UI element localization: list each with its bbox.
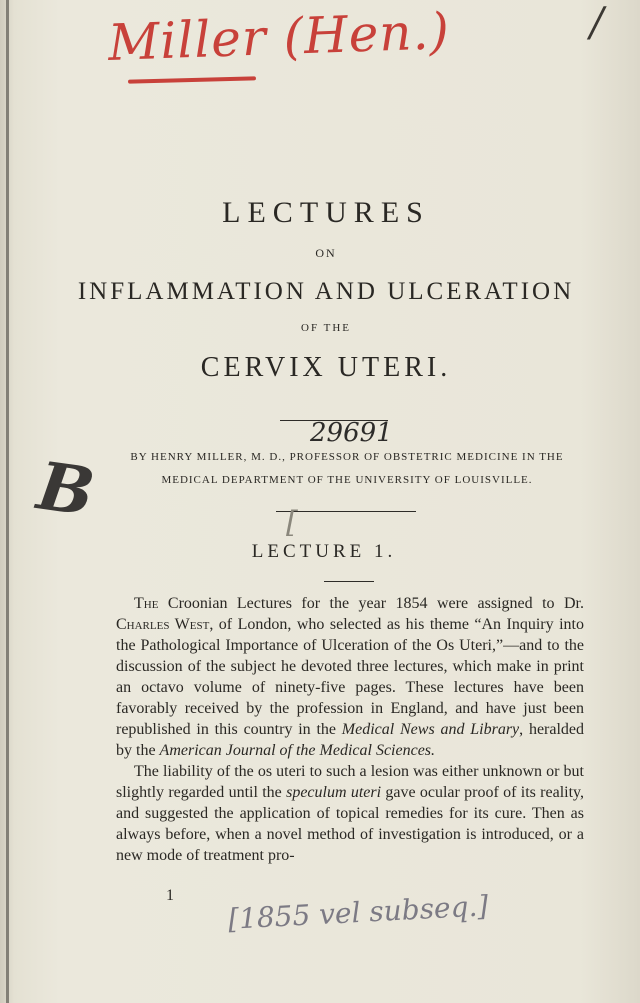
title-of-the: OF THE xyxy=(301,322,351,334)
binding-edge xyxy=(6,0,9,1003)
handwritten-title: Miller (Hen.) xyxy=(107,2,451,72)
p1-text-c: , heralded by the xyxy=(116,721,585,759)
title-on: ON xyxy=(315,246,337,260)
p1-publication-2: American Journal of the Medical Sciences. xyxy=(159,742,436,759)
paragraph-2 xyxy=(116,761,584,866)
byline-line-1: BY HENRY MILLER, M. D., PROFESSOR OF OBSTETRIC MEDICINE IN THE xyxy=(130,451,564,463)
page-number: 1 xyxy=(166,887,174,904)
handwritten-corner-mark: / xyxy=(590,0,604,46)
p1-publication-1: Medical News and Library xyxy=(341,721,520,738)
p1-text-b: , of London, who selected as his theme “An Inquiry into the Pathological Importance of Ulceration of the Os Uteri,”—and to the discussion of the subject he devoted three lectures, which make in print an octavo volume of ninety-five pages. These lectures have been favorably received by the profession in England, and have just been republished in this country in the xyxy=(116,616,585,738)
lecture-heading: LECTURE 1. xyxy=(251,541,397,562)
p1-text-a: Croonian Lectures for the year 1854 were assigned to Dr. xyxy=(158,595,584,612)
p2-text-b: gave ocular proof of its reality, and suggested the application of topical remedies for its cure. Then as always before, when a novel method of investigation is introduced, or a new mode of treatment pro- xyxy=(116,784,585,864)
handwritten-underline xyxy=(128,76,256,83)
p1-lead-word: The xyxy=(134,595,159,612)
lecture-rule xyxy=(324,581,374,582)
handwritten-bracket-mark: [ xyxy=(286,505,298,540)
show-through-text xyxy=(98,96,568,206)
title-main: INFLAMMATION AND ULCERATION xyxy=(77,278,575,305)
title-subject: CERVIX UTERI. xyxy=(200,352,452,383)
handwritten-bottom-note: [1855 vel subseq.] xyxy=(227,889,490,936)
byline-line-2: MEDICAL DEPARTMENT OF THE UNIVERSITY OF LOUISVILLE. xyxy=(161,474,533,486)
handwritten-catalog-number: 29691 xyxy=(310,418,393,448)
p2-text-a: The liability of the os uteri to such a lesion was either unknown or but slightly regarded until the xyxy=(116,763,584,801)
p1-author-name: Charles West xyxy=(116,616,210,633)
body-text xyxy=(116,593,584,866)
handwritten-side-mark: B xyxy=(32,446,99,532)
p2-term: speculum uteri xyxy=(286,784,382,801)
author-byline xyxy=(112,446,582,492)
title-lectures: LECTURES xyxy=(222,196,430,229)
paragraph-1 xyxy=(116,593,584,761)
